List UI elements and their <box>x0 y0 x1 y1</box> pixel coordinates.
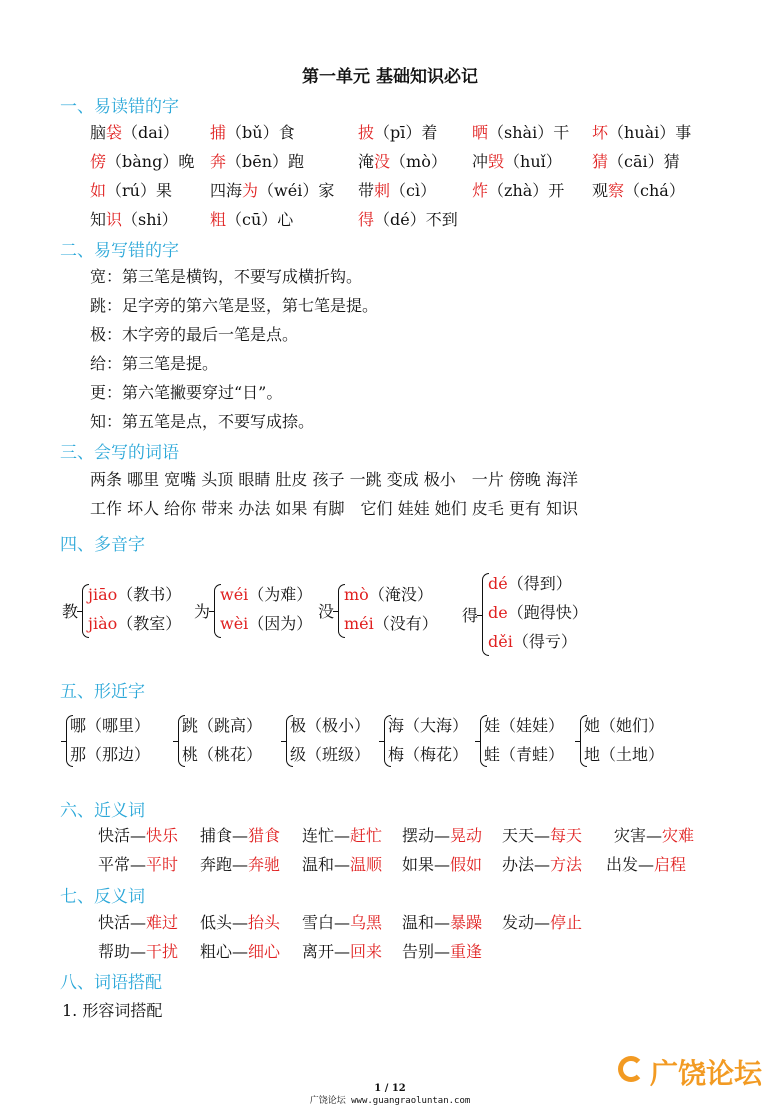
site-logo <box>618 1052 768 1088</box>
antonyms-word: 发动— <box>502 913 551 932</box>
antonyms-pair <box>302 939 382 962</box>
reading-cell <box>592 178 685 201</box>
reading-cell <box>90 120 179 143</box>
synonyms-pair <box>502 823 582 846</box>
synonyms-answer: 启程 <box>654 855 687 874</box>
polyphone-pinyin: wéi <box>220 585 249 604</box>
reading-char: 刺 <box>374 181 391 200</box>
reading-pinyin: （bǔ）食 <box>226 123 295 142</box>
antonyms-pair <box>502 910 582 933</box>
antonyms-answer: 细心 <box>248 942 281 961</box>
polyphone-word: （因为） <box>248 614 313 633</box>
synonyms-answer: 奔驰 <box>248 855 281 874</box>
synonyms-word: 天天— <box>502 826 551 845</box>
polyphone-item <box>488 600 588 623</box>
reading-cell <box>90 149 194 172</box>
synonyms-pair <box>302 852 382 875</box>
footer-site: 广饶论坛 www.guangraoluntan.com <box>309 1096 471 1106</box>
page-title: 第一单元 基础知识必记 <box>302 67 478 87</box>
antonyms-answer: 停止 <box>550 913 583 932</box>
section-heading-4: 四、多音字 <box>60 535 145 555</box>
similar-char: 娃（娃娃） <box>484 716 565 735</box>
antonyms-answer: 抬头 <box>248 913 281 932</box>
section-heading-5: 五、形近字 <box>60 682 145 702</box>
synonyms-pair <box>98 823 178 846</box>
polyphone-word: （得到） <box>507 574 572 593</box>
similar-char: 跳（跳高） <box>182 716 263 735</box>
polyphone-char: 没 <box>318 602 335 621</box>
synonyms-answer: 快乐 <box>146 826 179 845</box>
polyphone-item <box>488 629 577 652</box>
polyphone-item <box>220 582 312 605</box>
reading-pinyin: （cū）心 <box>226 210 294 229</box>
synonyms-word: 捕食— <box>200 826 249 845</box>
synonyms-word: 办法— <box>502 855 551 874</box>
writing-note: 跳：足字旁的第六笔是竖，第七笔是提。 <box>90 296 379 315</box>
similar-char: 蛙（青蛙） <box>484 745 565 764</box>
reading-char: 奔 <box>210 152 227 171</box>
reading-pinyin: （cāi）猜 <box>608 152 680 171</box>
reading-char: 披 <box>358 123 375 142</box>
polyphone-pinyin: de <box>488 603 508 622</box>
antonyms-answer: 干扰 <box>146 942 179 961</box>
polyphone-word: （教室） <box>117 614 182 633</box>
section-heading-2: 二、易写错的字 <box>60 241 179 261</box>
reading-pinyin: （cì） <box>390 181 437 200</box>
polyphone-word: （淹没） <box>368 585 433 604</box>
reading-char: 如 <box>90 181 107 200</box>
synonyms-answer: 猎食 <box>248 826 281 845</box>
polyphone-word: （没有） <box>373 614 438 633</box>
reading-char: 傍 <box>90 152 107 171</box>
polyphone-item <box>344 582 433 605</box>
synonyms-word: 奔跑— <box>200 855 249 874</box>
synonyms-pair <box>200 852 280 875</box>
reading-cell <box>472 120 569 143</box>
antonyms-answer: 乌黑 <box>350 913 383 932</box>
reading-char: 袋 <box>106 123 123 142</box>
polyphone-char: 得 <box>462 605 479 625</box>
synonyms-word: 快活— <box>98 826 147 845</box>
reading-pinyin: （chá） <box>624 181 685 200</box>
reading-pre: 脑 <box>90 123 107 142</box>
similar-char: 桃（桃花） <box>182 745 263 764</box>
synonyms-answer: 假如 <box>450 855 483 874</box>
reading-pre: 四海 <box>210 181 243 200</box>
synonyms-pair <box>302 823 382 846</box>
writing-note: 知：第五笔是点，不要写成捺。 <box>90 412 315 431</box>
synonyms-word: 摆动— <box>402 826 451 845</box>
reading-pinyin: （huài）事 <box>608 123 692 142</box>
reading-char: 炸 <box>472 181 489 200</box>
reading-pinyin: （mò） <box>390 152 447 171</box>
similar-char: 她（她们） <box>584 716 665 735</box>
synonyms-word: 温和— <box>302 855 351 874</box>
antonyms-word: 离开— <box>302 942 351 961</box>
antonyms-pair <box>200 910 280 933</box>
reading-char: 捕 <box>210 123 227 142</box>
reading-pinyin: （pī）着 <box>374 123 438 142</box>
section-heading-6: 六、近义词 <box>60 801 145 821</box>
synonyms-word: 如果— <box>402 855 451 874</box>
reading-char: 没 <box>374 152 391 171</box>
reading-pre: 观 <box>592 181 609 200</box>
section-heading-1: 一、易读错的字 <box>60 97 179 117</box>
reading-pinyin: （huǐ） <box>504 152 562 171</box>
reading-cell <box>472 178 564 201</box>
reading-char: 粗 <box>210 210 227 229</box>
logo-text: 广饶论坛 <box>650 1057 763 1090</box>
antonyms-answer: 暴躁 <box>450 913 483 932</box>
polyphone-item <box>88 611 181 634</box>
similar-char: 地（土地） <box>584 745 665 764</box>
reading-cell <box>210 149 304 172</box>
reading-pinyin: （shài）干 <box>488 123 570 142</box>
reading-pre: 知 <box>90 210 107 229</box>
reading-cell <box>210 178 334 201</box>
reading-pinyin: （dé）不到 <box>374 210 458 229</box>
reading-pre: 冲 <box>472 152 489 171</box>
reading-pinyin: （dai） <box>122 123 179 142</box>
synonyms-word: 连忙— <box>302 826 351 845</box>
writing-note: 宽：第三笔是横钩，不要写成横折钩。 <box>90 267 363 286</box>
synonyms-word: 出发— <box>606 855 655 874</box>
reading-cell <box>210 207 293 230</box>
page-number: 1 / 12 <box>374 1083 406 1094</box>
reading-pinyin: （bàng）晚 <box>106 152 195 171</box>
similar-char: 梅（梅花） <box>388 745 469 764</box>
antonyms-word: 雪白— <box>302 913 351 932</box>
reading-pinyin: （zhà）开 <box>488 181 565 200</box>
synonyms-pair <box>200 823 280 846</box>
reading-cell <box>90 207 178 230</box>
reading-char: 识 <box>106 210 123 229</box>
synonyms-answer: 晃动 <box>450 826 483 845</box>
polyphone-pinyin: dé <box>488 574 508 593</box>
reading-char: 坏 <box>592 123 609 142</box>
writing-note: 更：第六笔撇要穿过“日”。 <box>90 383 283 402</box>
logo-ring-icon <box>618 1056 644 1082</box>
synonyms-pair <box>502 852 582 875</box>
reading-char: 毁 <box>488 152 505 171</box>
antonyms-word: 低头— <box>200 913 249 932</box>
reading-pinyin: （rú）果 <box>106 181 172 200</box>
synonyms-answer: 每天 <box>550 826 583 845</box>
reading-char: 晒 <box>472 123 489 142</box>
antonyms-answer: 重逢 <box>450 942 483 961</box>
polyphone-item <box>488 571 572 594</box>
synonyms-answer: 平时 <box>146 855 179 874</box>
synonyms-pair <box>606 852 686 875</box>
synonyms-answer: 灾难 <box>662 826 695 845</box>
polyphone-pinyin: jiāo <box>88 585 118 604</box>
similar-char: 极（极小） <box>290 716 371 735</box>
words-row-1: 两条 哪里 宽嘴 头顶 眼睛 肚皮 孩子 一跳 变成 极小 一片 傍晚 海洋 <box>90 470 578 489</box>
synonyms-pair <box>614 823 694 846</box>
antonyms-answer: 难过 <box>146 913 179 932</box>
antonyms-answer: 回来 <box>350 942 383 961</box>
reading-char: 为 <box>242 181 259 200</box>
polyphone-item <box>220 611 312 634</box>
antonyms-pair <box>302 910 382 933</box>
writing-note: 给：第三笔是提。 <box>90 354 219 373</box>
polyphone-word: （跑得快） <box>507 603 588 622</box>
antonyms-pair <box>402 910 482 933</box>
section-heading-8: 八、词语搭配 <box>60 973 162 993</box>
similar-char: 级（班级） <box>290 745 371 764</box>
words-row-2: 工作 坏人 给你 带来 办法 如果 有脚 它们 娃娃 她们 皮毛 更有 知识 <box>90 499 578 518</box>
similar-char: 哪（哪里） <box>70 716 151 735</box>
antonyms-pair <box>98 910 178 933</box>
reading-pinyin: （wéi）家 <box>258 181 335 200</box>
synonyms-answer: 温顺 <box>350 855 383 874</box>
antonyms-pair <box>98 939 178 962</box>
polyphone-char: 为 <box>194 602 211 621</box>
polyphone-pinyin: děi <box>488 632 513 651</box>
antonyms-word: 告别— <box>402 942 451 961</box>
synonyms-word: 灾害— <box>614 826 663 845</box>
reading-cell <box>90 178 172 201</box>
reading-pinyin: （bēn）跑 <box>226 152 305 171</box>
polyphone-word: （为难） <box>248 585 313 604</box>
reading-pre: 淹 <box>358 152 375 171</box>
similar-char: 那（那边） <box>70 745 151 764</box>
reading-char: 得 <box>358 210 375 229</box>
antonyms-word: 粗心— <box>200 942 249 961</box>
reading-cell <box>358 207 458 230</box>
reading-cell <box>210 120 295 143</box>
polyphone-pinyin: mò <box>344 585 369 604</box>
synonyms-answer: 赶忙 <box>350 826 383 845</box>
reading-cell <box>358 149 447 172</box>
polyphone-word: （教书） <box>117 585 182 604</box>
reading-cell <box>358 178 436 201</box>
synonyms-answer: 方法 <box>550 855 583 874</box>
reading-pre: 带 <box>358 181 375 200</box>
reading-pinyin: （shi） <box>122 210 178 229</box>
synonyms-pair <box>402 852 482 875</box>
reading-char: 猜 <box>592 152 609 171</box>
writing-note: 极：木字旁的最后一笔是点。 <box>90 325 299 344</box>
reading-cell <box>358 120 437 143</box>
collocation-item: 1. 形容词搭配 <box>62 1001 163 1020</box>
polyphone-pinyin: jiào <box>88 614 118 633</box>
antonyms-word: 温和— <box>402 913 451 932</box>
section-heading-3: 三、会写的词语 <box>60 443 179 463</box>
synonyms-pair <box>98 852 178 875</box>
polyphone-item <box>88 582 181 605</box>
reading-cell <box>592 120 691 143</box>
antonyms-word: 帮助— <box>98 942 147 961</box>
reading-cell <box>472 149 562 172</box>
reading-cell <box>592 149 680 172</box>
polyphone-pinyin: wèi <box>220 614 249 633</box>
polyphone-char: 教 <box>62 602 79 621</box>
synonyms-word: 平常— <box>98 855 147 874</box>
antonyms-pair <box>402 939 482 962</box>
polyphone-word: （得亏） <box>512 632 577 651</box>
antonyms-pair <box>200 939 280 962</box>
polyphone-item <box>344 611 438 634</box>
section-heading-7: 七、反义词 <box>60 887 145 907</box>
reading-char: 察 <box>608 181 625 200</box>
polyphone-pinyin: méi <box>344 614 374 633</box>
similar-char: 海（大海） <box>388 716 469 735</box>
synonyms-pair <box>402 823 482 846</box>
antonyms-word: 快活— <box>98 913 147 932</box>
